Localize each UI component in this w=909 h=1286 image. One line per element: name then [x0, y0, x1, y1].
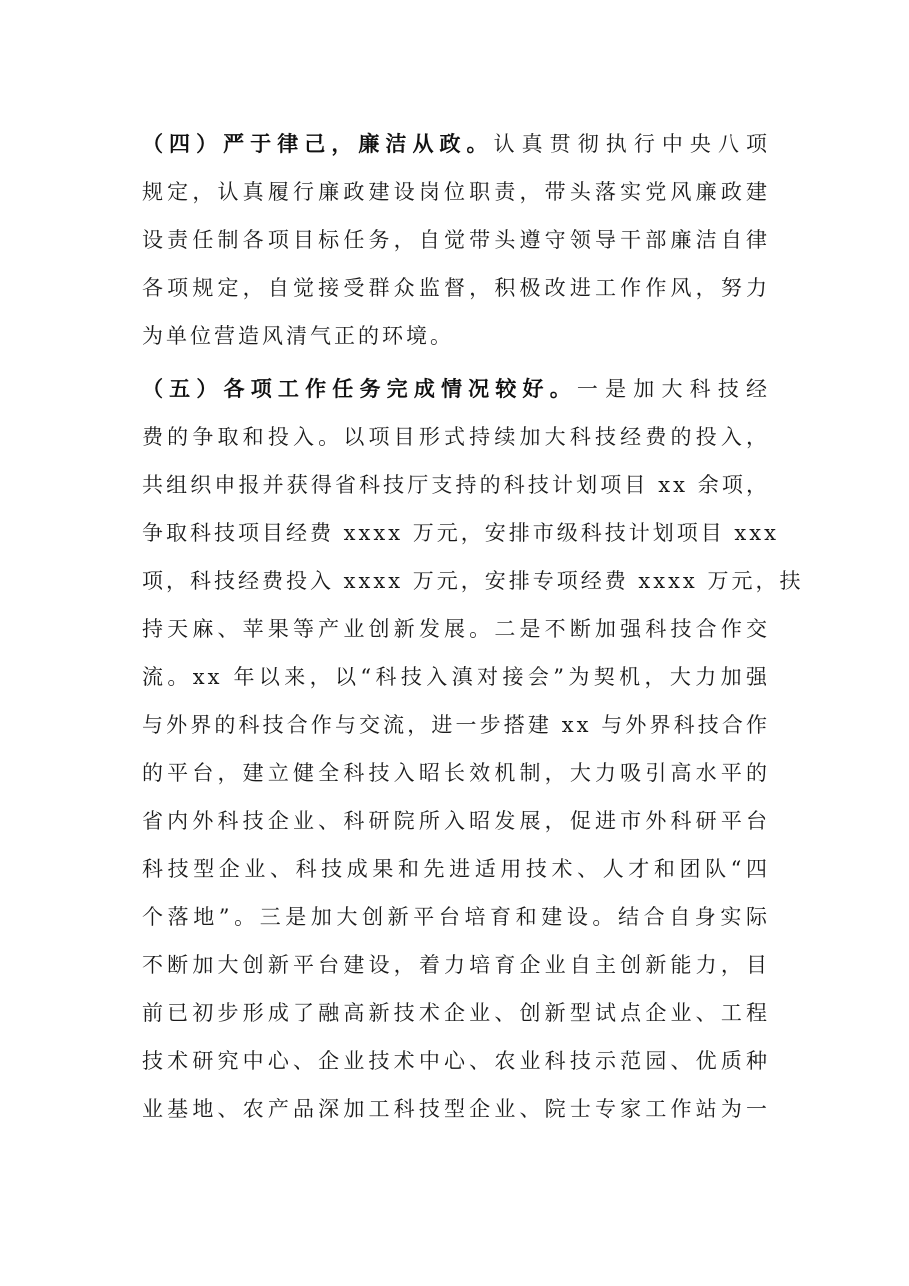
- paragraph-line: 各项规定，自觉接受群众监督，积极改进工作作风，努力: [142, 276, 770, 300]
- paragraph-line: 个落地”。三是加大创新平台培育和建设。结合自身实际: [142, 905, 770, 929]
- paragraph-line: 省内外科技企业、科研院所入昭发展，促进市外科研平台: [142, 809, 770, 833]
- paragraph-heading: （五）各项工作任务完成情况较好。: [142, 377, 577, 401]
- paragraph-heading: （四）严于律己，廉洁从政。: [142, 132, 494, 156]
- paragraph-line: 业基地、农产品深加工科技型企业、院士专家工作站为一: [142, 1097, 770, 1121]
- paragraph-line: 费的争取和投入。以项目形式持续加大科技经费的投入，: [142, 425, 770, 449]
- paragraph-text: 认真贯彻执行中央八项: [493, 132, 771, 156]
- paragraph-line: 规定，认真履行廉政建设岗位职责，带头落实党风廉政建: [142, 180, 770, 204]
- paragraph-line: 技术研究中心、企业技术中心、农业科技示范园、优质种: [142, 1049, 770, 1073]
- paragraph-line: 流。xx 年以来，以“科技入滇对接会”为契机，大力加强: [142, 665, 770, 689]
- paragraph-line: 科技型企业、科技成果和先进适用技术、人才和团队“四: [142, 857, 770, 881]
- paragraph-text: 一是加大科技经: [576, 377, 771, 401]
- paragraph-line: 为单位营造风清气正的环境。: [142, 324, 454, 348]
- paragraph-line: [142, 365, 770, 413]
- paragraph-line: 的平台，建立健全科技入昭长效机制，大力吸引高水平的: [142, 761, 770, 785]
- paragraph-line: 前已初步形成了融高新技术企业、创新型试点企业、工程: [142, 1001, 770, 1025]
- paragraph-4: [142, 120, 770, 360]
- paragraph-line: 共组织申报并获得省科技厅支持的科技计划项目 xx 余项，: [142, 473, 770, 497]
- paragraph-line: 不断加大创新平台建设，着力培育企业自主创新能力，目: [142, 953, 770, 977]
- paragraph-line: 与外界的科技合作与交流，进一步搭建 xx 与外界科技合作: [142, 713, 770, 737]
- paragraph-line: 争取科技项目经费 xxxx 万元，安排市级科技计划项目 xxx: [142, 521, 779, 545]
- paragraph-line: 持天麻、苹果等产业创新发展。二是不断加强科技合作交: [142, 617, 770, 641]
- paragraph-line: 项，科技经费投入 xxxx 万元，安排专项经费 xxxx 万元，扶: [142, 569, 804, 593]
- paragraph-line: 设责任制各项目标任务，自觉带头遵守领导干部廉洁自律: [142, 228, 770, 252]
- paragraph-5: [142, 365, 804, 1133]
- paragraph-line: [142, 120, 770, 168]
